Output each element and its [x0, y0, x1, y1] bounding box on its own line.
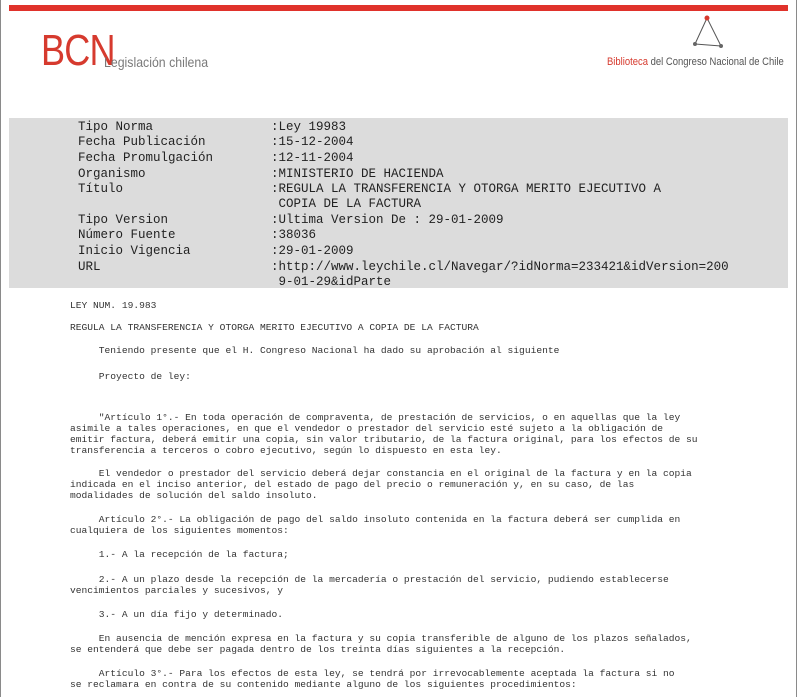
- metadata-label: Tipo Version: [78, 213, 169, 227]
- body-line: En ausencia de mención expresa en la factura y su copia transferible de alguno de los plazos señalados,: [70, 633, 692, 644]
- metadata-value: :REGULA LA TRANSFERENCIA Y OTORGA MERITO EJECUTIVO A: [271, 182, 662, 196]
- metadata-label: Inicio Vigencia: [78, 244, 191, 258]
- body-line: 1.- A la recepción de la factura;: [70, 549, 289, 560]
- bcn-triangle-logo-icon: [687, 14, 727, 50]
- body-line: "Artículo 1°.- En toda operación de compraventa, de prestación de servicios, o en aquellas que la ley: [70, 412, 681, 423]
- body-line: vencimientos parciales y sucesivos, y: [70, 585, 284, 596]
- metadata-label: Organismo: [78, 167, 146, 181]
- metadata-row: [78, 244, 778, 260]
- body-line: 3.- A un día fijo y determinado.: [70, 609, 284, 620]
- metadata-row: [78, 120, 778, 136]
- body-line: modalidades de solución del saldo insoluto.: [70, 490, 318, 501]
- body-line: Artículo 2°.- La obligación de pago del saldo insoluto contenida en la factura deberá ser cumplida en: [70, 514, 681, 525]
- body-line: indicada en el inciso anterior, del estado de pago del precio o remuneración y, en su caso, de las: [70, 479, 635, 490]
- body-line: El vendedor o prestador del servicio deberá dejar constancia en el original de la factura y en la copia: [70, 468, 692, 479]
- body-line: REGULA LA TRANSFERENCIA Y OTORGA MERITO EJECUTIVO A COPIA DE LA FACTURA: [70, 322, 479, 333]
- body-line: 2.- A un plazo desde la recepción de la mercadería o prestación del servicio, pudiendo establecerse: [70, 574, 669, 585]
- metadata-value: :MINISTERIO DE HACIENDA: [271, 167, 444, 181]
- law-body-text: [70, 300, 770, 697]
- metadata-row: [78, 167, 778, 183]
- body-line: asimile a tales operaciones, en que el vendedor o prestador del servicio esté sujeto a la obligación de: [70, 423, 663, 434]
- header-accent-bar: [9, 5, 788, 11]
- metadata-value: :Ley 19983: [271, 120, 347, 134]
- metadata-row: [78, 228, 778, 244]
- bcn-logo: BCN: [41, 26, 115, 75]
- body-line: cualquiera de los siguientes momentos:: [70, 525, 289, 536]
- body-line: Proyecto de ley:: [70, 371, 191, 382]
- metadata-value: :12-11-2004: [271, 151, 354, 165]
- metadata-value: :38036: [271, 228, 317, 242]
- body-line: LEY NUM. 19.983: [70, 300, 157, 311]
- metadata-value: :Ultima Version De : 29-01-2009: [271, 213, 504, 227]
- metadata-row: [78, 135, 778, 151]
- metadata-label: URL: [78, 260, 101, 274]
- body-line: Artículo 3°.- Para los efectos de esta ley, se tendrá por irrevocablemente aceptada la factura si no: [70, 668, 675, 679]
- metadata-row: [78, 182, 778, 211]
- biblioteca-rest: del Congreso Nacional de Chile: [650, 56, 784, 68]
- metadata-row: [78, 260, 778, 289]
- metadata-label: Tipo Norma: [78, 120, 154, 134]
- law-metadata-panel: [9, 118, 788, 288]
- metadata-label: Número Fuente: [78, 228, 176, 242]
- biblioteca-congreso-logo-text: [607, 56, 784, 68]
- metadata-value-continued[interactable]: 9-01-29&idParte: [271, 275, 392, 289]
- body-line: Teniendo presente que el H. Congreso Nacional ha dado su aprobación al siguiente: [70, 345, 560, 356]
- metadata-label: Fecha Promulgación: [78, 151, 214, 165]
- body-line: se reclamara en contra de su contenido mediante alguno de los siguientes procedimientos:: [70, 679, 577, 690]
- metadata-row: [78, 213, 778, 229]
- biblioteca-accent: Biblioteca: [607, 56, 649, 68]
- metadata-row: [78, 151, 778, 167]
- metadata-label: Título: [78, 182, 124, 196]
- metadata-label: Fecha Publicación: [78, 135, 206, 149]
- metadata-value: :15-12-2004: [271, 135, 354, 149]
- bcn-logo-subtitle: Legislación chilena: [104, 54, 209, 70]
- body-line: se entenderá que debe ser pagada dentro de los treinta días siguientes a la recepción.: [70, 644, 566, 655]
- body-line: emitir factura, deberá emitir una copia, sin valor tributario, de la factura original, para los efectos de su: [70, 434, 698, 445]
- metadata-value: :29-01-2009: [271, 244, 354, 258]
- body-line: transferencia a terceros o cobro ejecutivo, según lo dispuesto en esta ley.: [70, 445, 502, 456]
- metadata-value-continued: COPIA DE LA FACTURA: [271, 197, 422, 211]
- metadata-value[interactable]: :http://www.leychile.cl/Navegar/?idNorma=233421&idVersion=200: [271, 260, 729, 274]
